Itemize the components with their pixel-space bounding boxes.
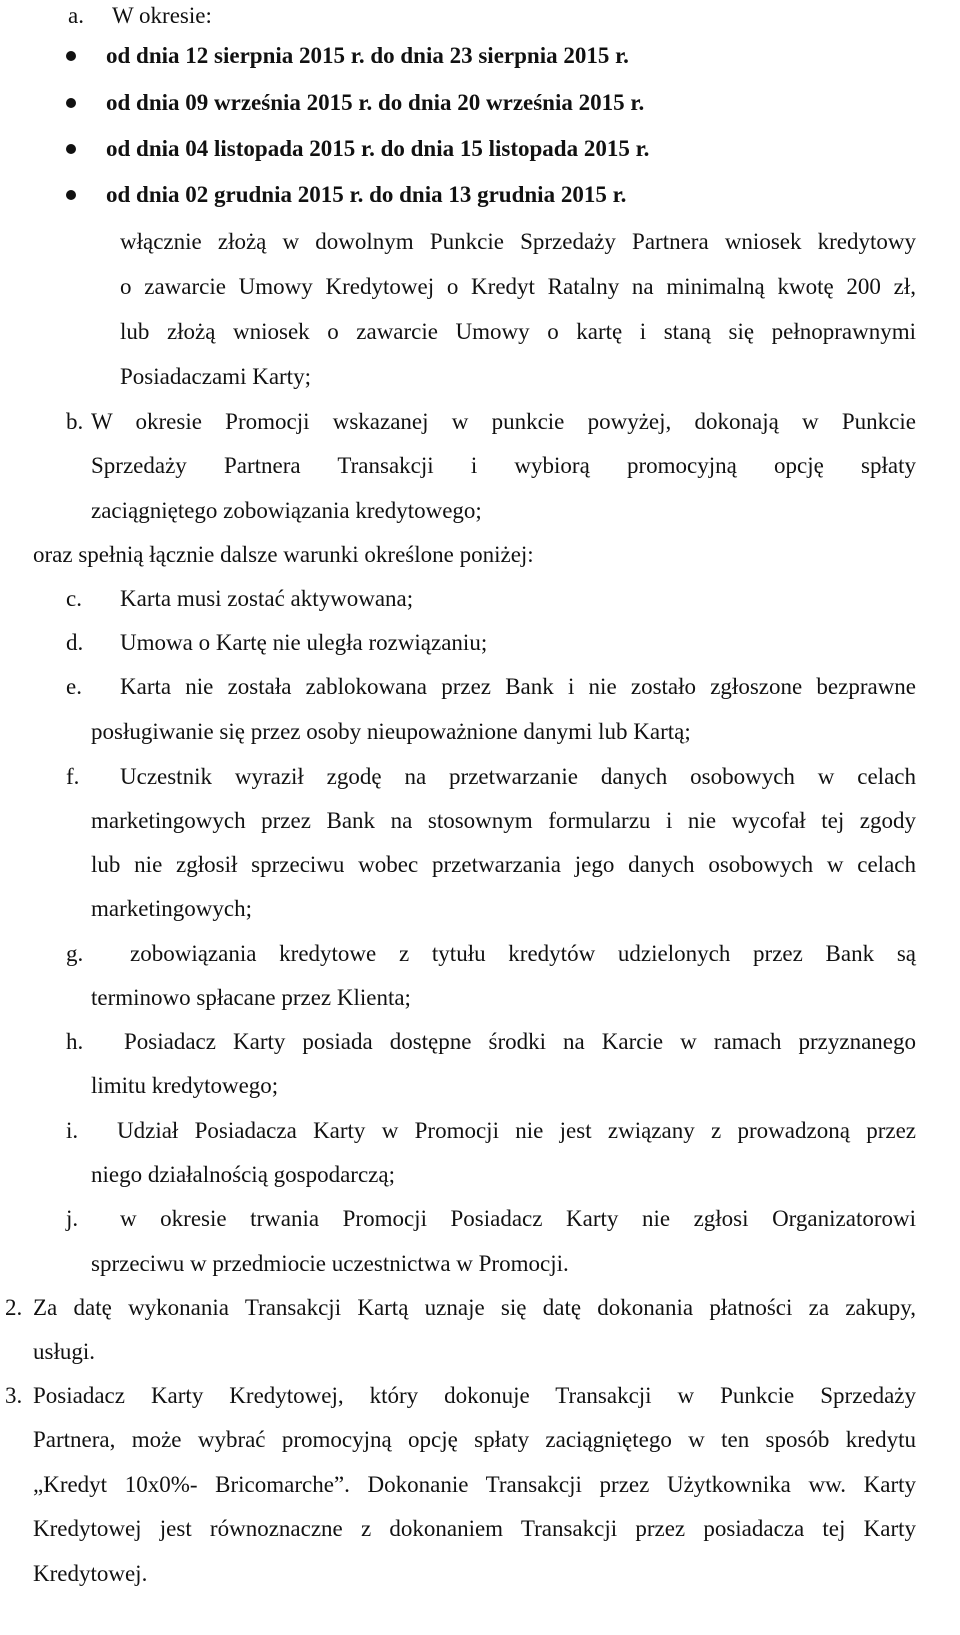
section-a-marker: a.	[68, 3, 84, 28]
condition-j-marker: j.	[66, 1206, 79, 1231]
condition-g-marker: g.	[66, 941, 84, 966]
point-3-marker: 3.	[5, 1383, 23, 1408]
condition-c-text: Karta musi zostać aktywowana;	[120, 586, 414, 611]
period-1: od dnia 12 sierpnia 2015 r. do dnia 23 sierpnia 2015 r.	[106, 43, 629, 68]
point-3-text: „Kredyt 10x0%- Bricomarche”. Dokonanie Transakcji przez Użytkownika ww. Karty	[33, 1472, 916, 1497]
bullet-icon	[66, 51, 76, 61]
section-b-line: zaciągniętego zobowiązania kredytowego;	[91, 498, 482, 523]
section-a-body-line: o zawarcie Umowy Kredytowej o Kredyt Ratalny na minimalną kwotę 200 zł,	[120, 274, 916, 299]
condition-d-text: Umowa o Kartę nie uległa rozwiązaniu;	[120, 630, 488, 655]
section-a-body-line: włącznie złożą w dowolnym Punkcie Sprzedaży Partnera wniosek kredytowy	[120, 229, 916, 254]
condition-h-text: limitu kredytowego;	[91, 1073, 279, 1098]
condition-f-text: marketingowych;	[91, 896, 252, 921]
condition-e-marker: e.	[66, 674, 82, 699]
condition-d-marker: d.	[66, 630, 84, 655]
point-2-text: usługi.	[33, 1339, 95, 1364]
condition-f-text: marketingowych przez Bank na stosownym formularzu i nie wycofał tej zgody	[91, 808, 916, 833]
point-2-marker: 2.	[5, 1295, 23, 1320]
condition-f-marker: f.	[66, 764, 80, 789]
section-b-marker: b.	[66, 409, 84, 434]
point-3-text: Kredytowej.	[33, 1561, 148, 1586]
conditions-intro: oraz spełnią łącznie dalsze warunki określone poniżej:	[33, 542, 534, 567]
point-3-text: Posiadacz Karty Kredytowej, który dokonuje Transakcji w Punkcie Sprzedaży	[33, 1383, 916, 1408]
point-3-text: Partnera, może wybrać promocyjną opcję spłaty zaciągniętego w ten sposób kredytu	[33, 1427, 916, 1452]
bullet-icon	[66, 190, 76, 200]
condition-g-text: terminowo spłacane przez Klienta;	[91, 985, 411, 1010]
condition-j-text: sprzeciwu w przedmiocie uczestnictwa w Promocji.	[91, 1251, 569, 1276]
section-a-body-line: Posiadaczami Karty;	[120, 364, 311, 389]
condition-f-text: lub nie zgłosił sprzeciwu wobec przetwarzania jego danych osobowych w celach	[91, 852, 916, 877]
condition-j-text: w okresie trwania Promocji Posiadacz Karty nie zgłosi Organizatorowi	[120, 1206, 916, 1231]
condition-i-text: Udział Posiadacza Karty w Promocji nie jest związany z prowadzoną przez	[117, 1118, 916, 1143]
section-a-body-line: lub złożą wniosek o zawarcie Umowy o kartę i staną się pełnoprawnymi	[120, 319, 916, 344]
condition-i-marker: i.	[66, 1118, 79, 1143]
condition-g-text: zobowiązania kredytowe z tytułu kredytów udzielonych przez Bank są	[130, 941, 916, 966]
condition-i-text: niego działalnością gospodarczą;	[91, 1162, 395, 1187]
condition-c-marker: c.	[66, 586, 82, 611]
section-a-title: W okresie:	[112, 3, 212, 28]
bullet-icon	[66, 98, 76, 108]
period-4: od dnia 02 grudnia 2015 r. do dnia 13 grudnia 2015 r.	[106, 182, 627, 207]
section-b-line: Sprzedaży Partnera Transakcji i wybiorą promocyjną opcję spłaty	[91, 453, 916, 478]
period-2: od dnia 09 września 2015 r. do dnia 20 września 2015 r.	[106, 90, 645, 115]
section-b-line: W okresie Promocji wskazanej w punkcie powyżej, dokonają w Punkcie	[91, 409, 916, 434]
bullet-icon	[66, 144, 76, 154]
condition-e-text: Karta nie została zablokowana przez Bank i nie zostało zgłoszone bezprawne	[120, 674, 916, 699]
condition-f-text: Uczestnik wyraził zgodę na przetwarzanie danych osobowych w celach	[120, 764, 916, 789]
period-3: od dnia 04 listopada 2015 r. do dnia 15 listopada 2015 r.	[106, 136, 650, 161]
point-2-text: Za datę wykonania Transakcji Kartą uznaje się datę dokonania płatności za zakupy,	[33, 1295, 916, 1320]
point-3-text: Kredytowej jest równoznaczne z dokonaniem Transakcji przez posiadacza tej Karty	[33, 1516, 916, 1541]
condition-h-marker: h.	[66, 1029, 84, 1054]
condition-e-text: posługiwanie się przez osoby nieupoważnione danymi lub Kartą;	[91, 719, 691, 744]
condition-h-text: Posiadacz Karty posiada dostępne środki na Karcie w ramach przyznanego	[124, 1029, 916, 1054]
